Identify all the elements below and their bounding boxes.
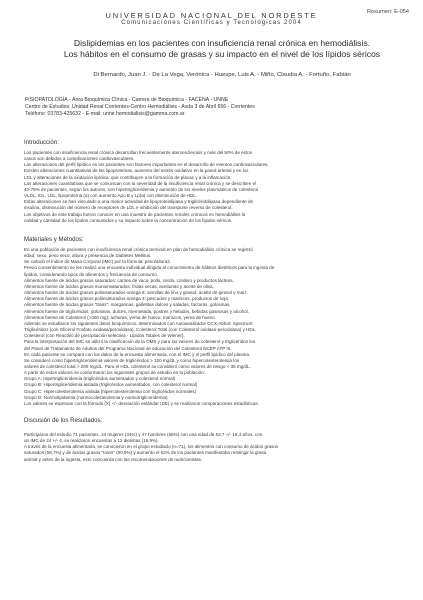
text-line: del Panel de Tratamiento de Adultos del Programa Nacional de educación del Colesterol NCEP ATP III. <box>24 345 232 351</box>
text-line: Alimentos fuente de ácidos grasos "trans": margarinas, galletitas dulces y saladas, facturas, golosinas. <box>24 302 231 308</box>
affiliation-line: Teléfono: 03783-425632 - E-mail: unne.hemodialisis@gamma.com.ar <box>25 111 185 117</box>
text-line: casos son debidos a complicaciones cardiovasculares. <box>24 156 135 162</box>
text-line: A partir de estos valores se conformaron los siguientes grupos de estudio en la población: <box>24 370 205 376</box>
text-line: Estas alteraciones se han vinculado a una menor actividad de lipoproteinlipasa y triglicéridolipasa dependiente de <box>24 199 254 205</box>
text-line: Las alteraciones del perfil lipídico en los pacientes son factores importantes en el desarrollo de eventos cardiovasculares. <box>24 162 269 168</box>
intro-paragraph <box>24 150 406 224</box>
text-line: insulina, disminución del número de receptores de LDL e inhibición del transporte reverso de colesterol. <box>24 205 233 211</box>
text-line: un IMC de 24 +/- 4, se realizaron encuestas a 12 dietistas (16,9%). <box>24 438 159 444</box>
text-line: Grupo B: Hipertrigliceridemia aislada (triglicéridos aumentados, con colesterol normal) <box>24 382 198 388</box>
methods-paragraph <box>24 247 406 407</box>
text-line: Los pacientes con insuficiencia renal crónica desarrollan frecuentemente ateroesclerosis y más del 50% de estos <box>24 150 252 155</box>
text-line: edad, sexo, peso seco, altura y presencia de Diabetes Mellitus. <box>24 253 152 259</box>
text-line: Triglicéridos (con Glicerol Fosfato oxidasa/peroxidasa), Colesterol Total (con Colesterol oxidasa-peroxidasa) y HDL <box>24 327 256 333</box>
author-list: Di Bernardo, Juan J. - De La Vega, Verónica - Huespe, Luis A. - Miño, Claudia A. - Fortuño, Fabián <box>93 72 351 78</box>
document-code: Resumen: E-054 <box>367 9 409 15</box>
results-paragraph <box>24 432 406 463</box>
text-line: VLDL, IDL, LDL, lipoproteína (a) con aumento Apo B y Lp(a) con disminución de HDL. <box>24 193 198 199</box>
affiliation-line: Centro de Estudios: Unidad Renal Corrientes-Centro Hemodiálisis - Avda 3 de Abril 656 - Corrientes <box>25 104 255 110</box>
university-name: UNIVERSIDAD NACIONAL DEL NORDESTE <box>105 11 318 20</box>
text-line: LDL y alteraciones de la oxidación lipídica, que contribuyen a la formación de placas y a la inflamación. <box>24 174 232 180</box>
text-line: Para la interpretación del IMC se utilizó la clasificación de la OMS y para los valores de colesterol y triglicéridos los <box>24 339 256 345</box>
section-heading-methods: Materiales y Métodos: <box>24 236 84 243</box>
text-line: Grupo D: Normolipidemia (normocolesterolemia y normotrigliceridemia) <box>24 394 168 400</box>
text-line: Alimentos fuente de triglicéridos: golosinas, dulces, mermelada, postres y helados, bebidas gaseosas y alcohol. <box>24 308 249 314</box>
text-line: Alimentos fuente de ácidos grasos poliinsaturados-omega 3: pescados y mariscos, productos de soja. <box>24 296 230 302</box>
section-heading-intro: Introducción: <box>24 139 59 146</box>
text-line: En cada paciente se comparó con los datos de la encuesta alimentaria, con el IMC y el perfil lipídico del plasma. <box>24 351 251 357</box>
text-line: Grupo C: Hipercolesterolemia aislada (hipercolesterolemia con triglicéridos normales) <box>24 388 197 394</box>
text-line: Los valores se expresan con la fórmula (X) +/- desviación estándar (DE) y se realizaron comparaciones estadísticas. <box>24 400 259 406</box>
text-line: lípidos, considerando tipos de alimentos y frecuencia de consumo. <box>24 271 158 277</box>
text-line: En una población de pacientes con insuficiencia renal crónica terminal en plan de hemodiálisis crónica se registró <box>24 247 253 252</box>
text-line: calidad y cantidad de los lípidos consumidos y su impacto sobre la concentración de los lípidos séricos. <box>24 217 233 223</box>
affiliation-line: FISIOPATOLOGÍA - Área Bioquímica Clínica - Carrera de Bioquímica - FACENA - UNNE <box>25 97 229 103</box>
text-line: Existen alteraciones cuantitativas de las lipoproteínas, aumento del estrés oxidativo en la pared arterial y en los <box>24 168 249 174</box>
text-line: valores de colesterol total > 200 mg/dL. Para el HDL colesterol se consideró como valores de riesgo < 35 mg/dL. <box>24 363 251 369</box>
text-line: A través de la encuesta alimentaria, se conocieron en el grupo estudiado (n=71), los alimentos con consumo de ácidos grasos <box>24 444 279 450</box>
text-line: Grupo A: Hipertrigliceridemia (triglicéridos aumentados y colesterol normal) <box>24 376 176 382</box>
text-line: Alimentos fuente de Colesterol (>300 mg): achuras, yema de huevo, mariscos, yema de huevo. <box>24 314 216 320</box>
text-line: 40-75% de pacientes, según los autores, son hipertrigliceridemia y aumento de los niveles plasmáticos de colesterol <box>24 186 259 192</box>
text-line: animal y antes de la ingesta, esto concuerda con las recomendaciones de nutricionistas. <box>24 456 203 462</box>
text-line: Colesterol (con Reactivo de precipitación selectiva - Lípidos Totales de Wiener). <box>24 333 185 339</box>
text-line: Los objetivos de este trabajo fueron conocer en una muestra de pacientes renales crónicos en hemodiálisis la <box>24 211 246 217</box>
text-line: Alimentos fuente de ácidos grasos monoinsaturados: frutas secas, aceitunas y aceite de oliva. <box>24 283 214 289</box>
text-line: Se calculó el índice de Masa Corporal (IMC) por la fórmula: peso/altura2. <box>24 259 172 265</box>
publication-subtitle: Comunicaciones Científicas y Tecnológicas 2004 <box>121 20 302 26</box>
text-line: Además se estudiaron los siguientes datos bioquímicos, determinados con Autoanalizador CCX-Abbot: Spectrum: <box>24 320 254 326</box>
paper-title-line-2: Los hábitos en el consumo de grasas y su impacto en el nivel de los lípidos séricos <box>63 49 381 59</box>
text-line: Las alteraciones cuantitativas que se comunican con la severidad de la insuficiencia renal crónica y se describen el <box>24 180 257 186</box>
text-line: Previo consentimiento se les realizó una encuesta individual dirigida al conocimiento de hábitos dietéticos para la ingesta de <box>24 265 275 271</box>
text-line: Alimentos fuente de ácidos grasos poliinsaturados-omega 6: semillas de lino y girasol, aceite de girasol y maíz. <box>24 290 248 296</box>
text-line: saturados (58,7%) y de ácidos grasos "trans" (60,9%) y aumento el 52% de los pacientes manifestaba restringir la grasa <box>24 450 267 456</box>
text-line: Se consideró como hipertrigliceridemia valores de triglicéridos > 150 mg/dL y como hipercolesterolemia los <box>24 357 240 363</box>
paper-title-line-1: Dislipidemias en los pacientes con insuficiencia renal crónica en hemodiálisis. <box>73 38 371 48</box>
text-line: Participaron del estudio 71 pacientes, 24 mujeres (34%) y 47 hombres (66%) con una edad de 53,7 +/- 15,4 años, con <box>24 432 263 437</box>
text-line: Alimentos fuente de ácidos grasos saturados: carnes de vaca, pollo, cerdo, cordero y productos lácteos. <box>24 277 234 283</box>
section-heading-results: Discusión de los Resultados: <box>24 417 103 424</box>
